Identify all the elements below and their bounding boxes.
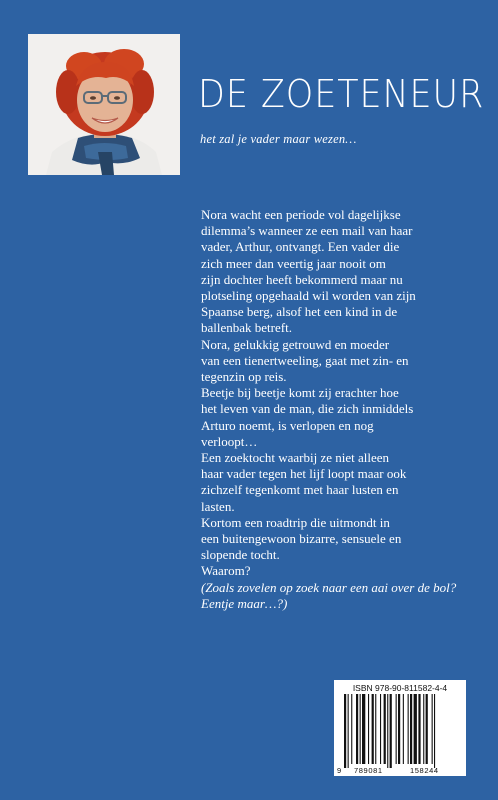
barcode-bar: [434, 694, 435, 768]
barcode-bar: [356, 694, 358, 764]
barcode-bar: [396, 694, 397, 764]
barcode-bar: [418, 694, 420, 764]
barcode-bar: [372, 694, 374, 764]
barcode-bar: [368, 694, 369, 764]
blurb-line: dilemma’s wanneer ze een mail van haar: [201, 223, 413, 239]
blurb-line: zijn dochter heeft bekommerd maar nu: [201, 271, 403, 287]
isbn-barcode: [334, 680, 466, 776]
barcode-bar: [403, 694, 404, 764]
barcode-bar: [432, 694, 433, 764]
blurb-line: plotseling opgehaald wil worden van zijn: [201, 288, 416, 304]
blurb-line: Nora, gelukkig getrouwd en moeder: [201, 336, 390, 352]
barcode-bar: [423, 694, 424, 764]
barcode-bar: [362, 694, 365, 764]
barcode-bar: [348, 694, 349, 768]
blurb-line: zichzelf tegenkomt met haar lusten en: [201, 482, 399, 498]
barcode-bar: [410, 694, 412, 764]
blurb-line: tegenzin op reis.: [201, 369, 287, 385]
barcode-bar: [398, 694, 400, 764]
blurb-line: lasten.: [201, 498, 235, 514]
blurb-line: Kortom een roadtrip die uitmondt in: [201, 514, 390, 530]
blurb-closing-line: Eentje maar…?): [201, 595, 288, 611]
blurb-line: Spaanse berg, alsof het een kind in de: [201, 304, 398, 320]
blurb-line: Arturo noemt, is verlopen en nog: [201, 417, 374, 433]
blurb-line: verloopt…: [201, 433, 258, 449]
barcode-bar: [360, 694, 361, 764]
blurb-line: Beetje bij beetje komt zij erachter hoe: [201, 385, 399, 401]
blurb-line: Waarom?: [201, 563, 251, 579]
blurb-line: vader, Arthur, ontvangt. Een vader die: [201, 239, 400, 255]
book-title: DE ZOETENEUR: [198, 72, 485, 116]
blurb-line: ballenbak betreft.: [201, 320, 292, 336]
barcode-bar: [384, 694, 386, 764]
barcode-bar: [390, 694, 392, 768]
barcode-digit-first: 9: [337, 766, 342, 775]
barcode-digits-right: 158244: [410, 766, 439, 775]
blurb-line: Een zoektocht waarbij ze niet alleen: [201, 450, 390, 466]
blurb-line: een buitengewoon bizarre, sensuele en: [201, 531, 402, 547]
blurb-text: [201, 207, 471, 612]
barcode-bar: [375, 694, 376, 764]
barcode-bar: [408, 694, 409, 764]
barcode-bar: [351, 694, 352, 764]
author-portrait-image: [28, 34, 180, 175]
blurb-line: het leven van de man, die zich inmiddels: [201, 401, 414, 417]
barcode-bar: [387, 694, 388, 768]
barcode-bar: [380, 694, 381, 764]
blurb-line: van een tienertweeling, gaat met zin- en: [201, 352, 409, 368]
blurb-line: zich meer dan veertig jaar nooit om: [201, 255, 386, 271]
author-photo: [28, 34, 180, 175]
barcode-bar: [426, 694, 428, 764]
barcode-bar: [344, 694, 346, 768]
blurb-closing-line: (Zoals zovelen op zoek naar een aai over de bol?: [201, 579, 457, 595]
blurb-line: slopende tocht.: [201, 547, 280, 563]
blurb-line: Nora wacht een periode vol dagelijkse: [201, 207, 401, 222]
barcode-bars: [334, 680, 466, 776]
isbn-number: ISBN 978-90-811582-4-4: [352, 683, 448, 693]
blurb-line: haar vader tegen het lijf loopt maar ook: [201, 466, 407, 482]
barcode-digits-left: 789081: [354, 766, 383, 775]
barcode-bar: [414, 694, 417, 764]
book-subtitle: het zal je vader maar wezen…: [200, 132, 357, 146]
